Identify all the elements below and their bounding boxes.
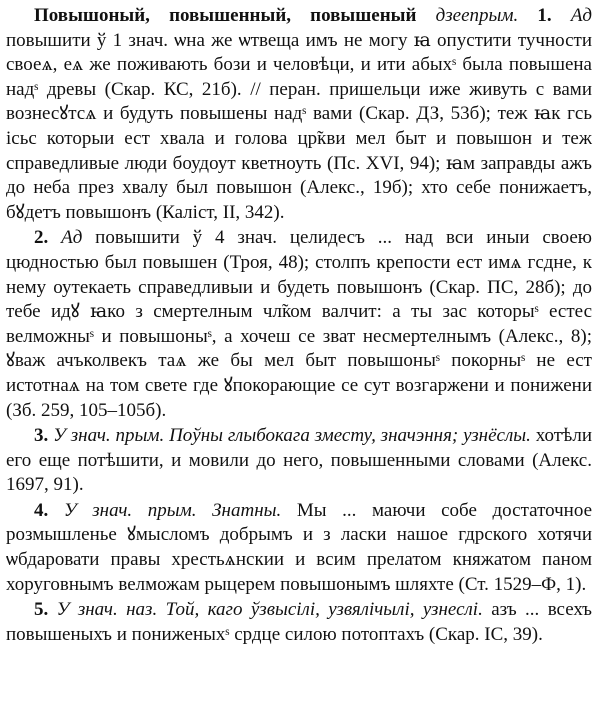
sense-definition: У знач. наз. Той, каго ўзвысілі, узвялічылі, узнеслі.	[56, 599, 483, 621]
sense-definition: У знач. прым. Поўны глыбокага зместу, значэння; узнёслы.	[53, 425, 531, 447]
sense-text: хотѣли его еще потѣшити, и мовили до него, повышенными словами (Алекс. 1697, 91).	[6, 425, 593, 496]
dictionary-sense	[6, 226, 592, 423]
dictionary-sense	[6, 598, 592, 647]
dictionary-sense	[6, 499, 592, 597]
dictionary-entry	[6, 4, 592, 225]
sense-number: 3.	[34, 425, 49, 447]
headword: Повышоный, повышенный, повышеный	[34, 5, 417, 26]
sense-text: азъ ... всехъ повышеныхъ и пониженыхˢ срдце силою потоптахъ (Скар. ІС, 39).	[6, 599, 593, 645]
sense-label: Ад	[570, 5, 593, 26]
sense-number: 4.	[34, 499, 49, 521]
dictionary-sense	[6, 424, 592, 498]
sense-label: Ад	[61, 227, 83, 249]
sense-number: 5.	[34, 599, 49, 621]
sense-number: 1.	[537, 5, 552, 26]
sense-number: 2.	[34, 227, 49, 249]
sense-definition: У знач. прым. Знатны.	[63, 499, 282, 521]
part-of-speech: дзеепрым.	[435, 5, 519, 26]
sense-text: повышити ў 1 знач. ѡна же ѡтвеща имъ не могу ꙗ опустити тучности своеѧ, еѧ же поживають бози и человѣци, и ити абыхˢ была повышена надˢ древы (Скар. КС, 21б). // перан. пришельци иже живуть с вами вознесꙋтсѧ и будуть повышены надˢ вами (Скар. ДЗ, 53б); теж ꙗк гсь ісьс которыи ест хвала и голова цр̃кви мел быт и повышон и теж справедливые люди боудоут кветноуть (Пс. XVI, 94); ꙗм заправды ажъ до неба през хвалу был повышон (Алекс., 19б); хто себе понижаетъ, бꙋдетъ повышонъ (Калiст, II, 342).	[6, 29, 593, 223]
sense-text: Мы ... маючи собе достаточное розмышленье ꙋмысломъ добрымъ и з ласки нашое гдрского хотячи ѡбдаровати правы хрестьѧнскии и всим прелатом княжатом паном хоруговнымъ велможам рыцерем повышонымъ шляхте (Ст. 1529–Ф, 1).	[6, 499, 593, 595]
sense-text: повышити ў 4 знач. целидесъ ... над вси иныи своею цюдностью был повышен (Троя, 48); столпъ крепости ест имѧ гсдне, к нему оутекаеть справедливыи и будеть повышонъ (Скар. ПС, 28б); до тебе идꙋ ꙗко з смертелным чл̃ком валчит: а ты зас которыˢ естес велможныˢ и повышоныˢ, а хочеш се зват несмертелнымъ (Алекс., 8); ꙋваж ачъколвекъ таѧ же бы мел быт повышоныˢ покорныˢ не ест истотнаѧ на том свете где ꙋпокорающие се сут возгаржени и понижени (Зб. 259, 105–105б).	[6, 227, 592, 421]
